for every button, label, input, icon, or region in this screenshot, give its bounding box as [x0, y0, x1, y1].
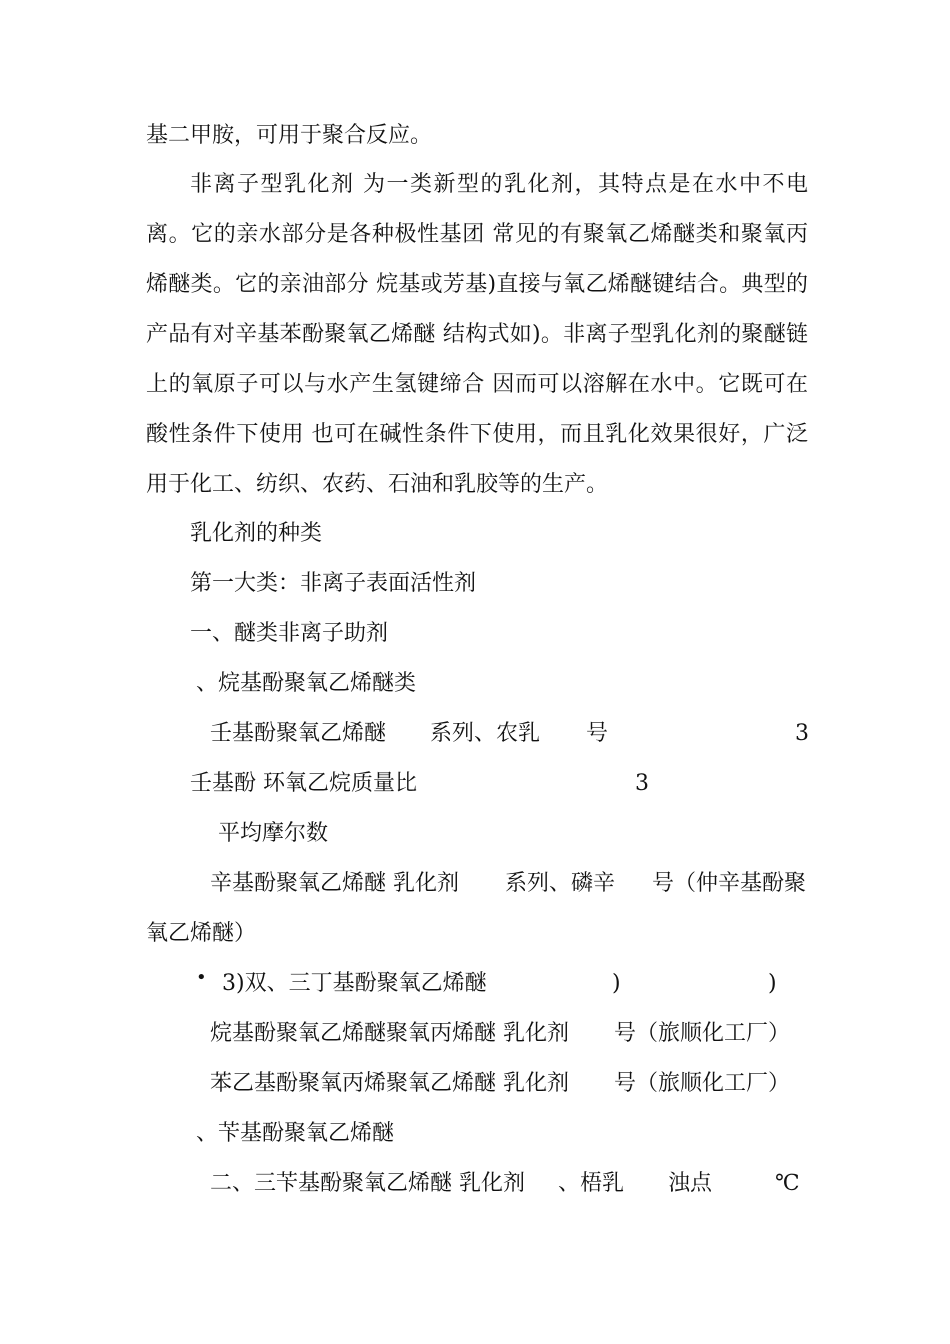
list-item-text: 号 [586, 721, 609, 746]
section-heading: 第一大类：非离子表面活性剂 [190, 571, 477, 596]
list-item-text: 苯乙基酚聚氧丙烯聚氧乙烯醚 乳化剂 [210, 1071, 569, 1096]
list-item-text: 壬基酚聚氧乙烯醚 [210, 721, 387, 746]
text-line: 基二甲胺，可用于聚合反应。 [146, 123, 433, 148]
list-item-text: 号（旅顺化工厂） [614, 1021, 791, 1046]
list-item-text: 、梧乳 [558, 1171, 625, 1196]
list-item-text: ℃ [775, 1171, 800, 1196]
list-item-text: 系列、农乳 [430, 721, 541, 746]
subsection-heading: 、苄基酚聚氧乙烯醚 [196, 1121, 395, 1146]
list-item-text: 平均摩尔数 [218, 821, 329, 846]
list-item-text: 3)双、三丁基酚聚氧乙烯醚 [222, 971, 487, 996]
list-item-text: 烷基酚聚氧乙烯醚聚氧丙烯醚 乳化剂 [210, 1021, 569, 1046]
list-item-text: 3 [795, 721, 809, 746]
list-item-text: 二、三苄基酚聚氧乙烯醚 乳化剂 [210, 1171, 525, 1196]
list-item-text: 辛基酚聚氧乙烯醚 乳化剂 [210, 871, 459, 896]
list-item-text: ) [612, 971, 621, 996]
list-item-text: 浊点 [668, 1171, 713, 1196]
paragraph-text: 非离子型乳化剂 为一类新型的乳化剂，其特点是在水中不电离。它的亲水部分是各种极性基团 常见的有聚氧乙烯醚类和聚氧丙烯醚类。它的亲油部分 烷基或芳基)直接与氧乙烯醚键结合。典型的产品有对辛基苯酚聚氧乙烯醚 结构式如)。非离子型乳化剂的聚醚链上的氧原子可以与水产生氢键缔合 因而可以溶解在水中。它既可在酸性条件下使用 也可在碱性条件下使用，而且乳化效果很好，广泛用于化工、纺织、农药、石油和乳胶等的生产。 [146, 172, 808, 497]
paragraph-nonionic-emulsifier [146, 160, 808, 510]
bullet-icon: • [196, 967, 207, 988]
list-item-text: ) [768, 971, 777, 996]
list-item-text: 系列、磷辛 [505, 871, 616, 896]
section-heading: 一、醚类非离子助剂 [190, 621, 389, 646]
list-item-text: 壬基酚 环氧乙烷质量比 [190, 771, 417, 796]
list-item-text: 氧乙烯醚） [146, 921, 257, 946]
list-item-text: 号（旅顺化工厂） [614, 1071, 791, 1096]
list-item-text: 号（仲辛基酚聚 [652, 871, 807, 896]
section-heading: 乳化剂的种类 [190, 521, 323, 546]
subsection-heading: 、烷基酚聚氧乙烯醚类 [196, 671, 417, 696]
list-item-text: 3 [635, 771, 649, 796]
